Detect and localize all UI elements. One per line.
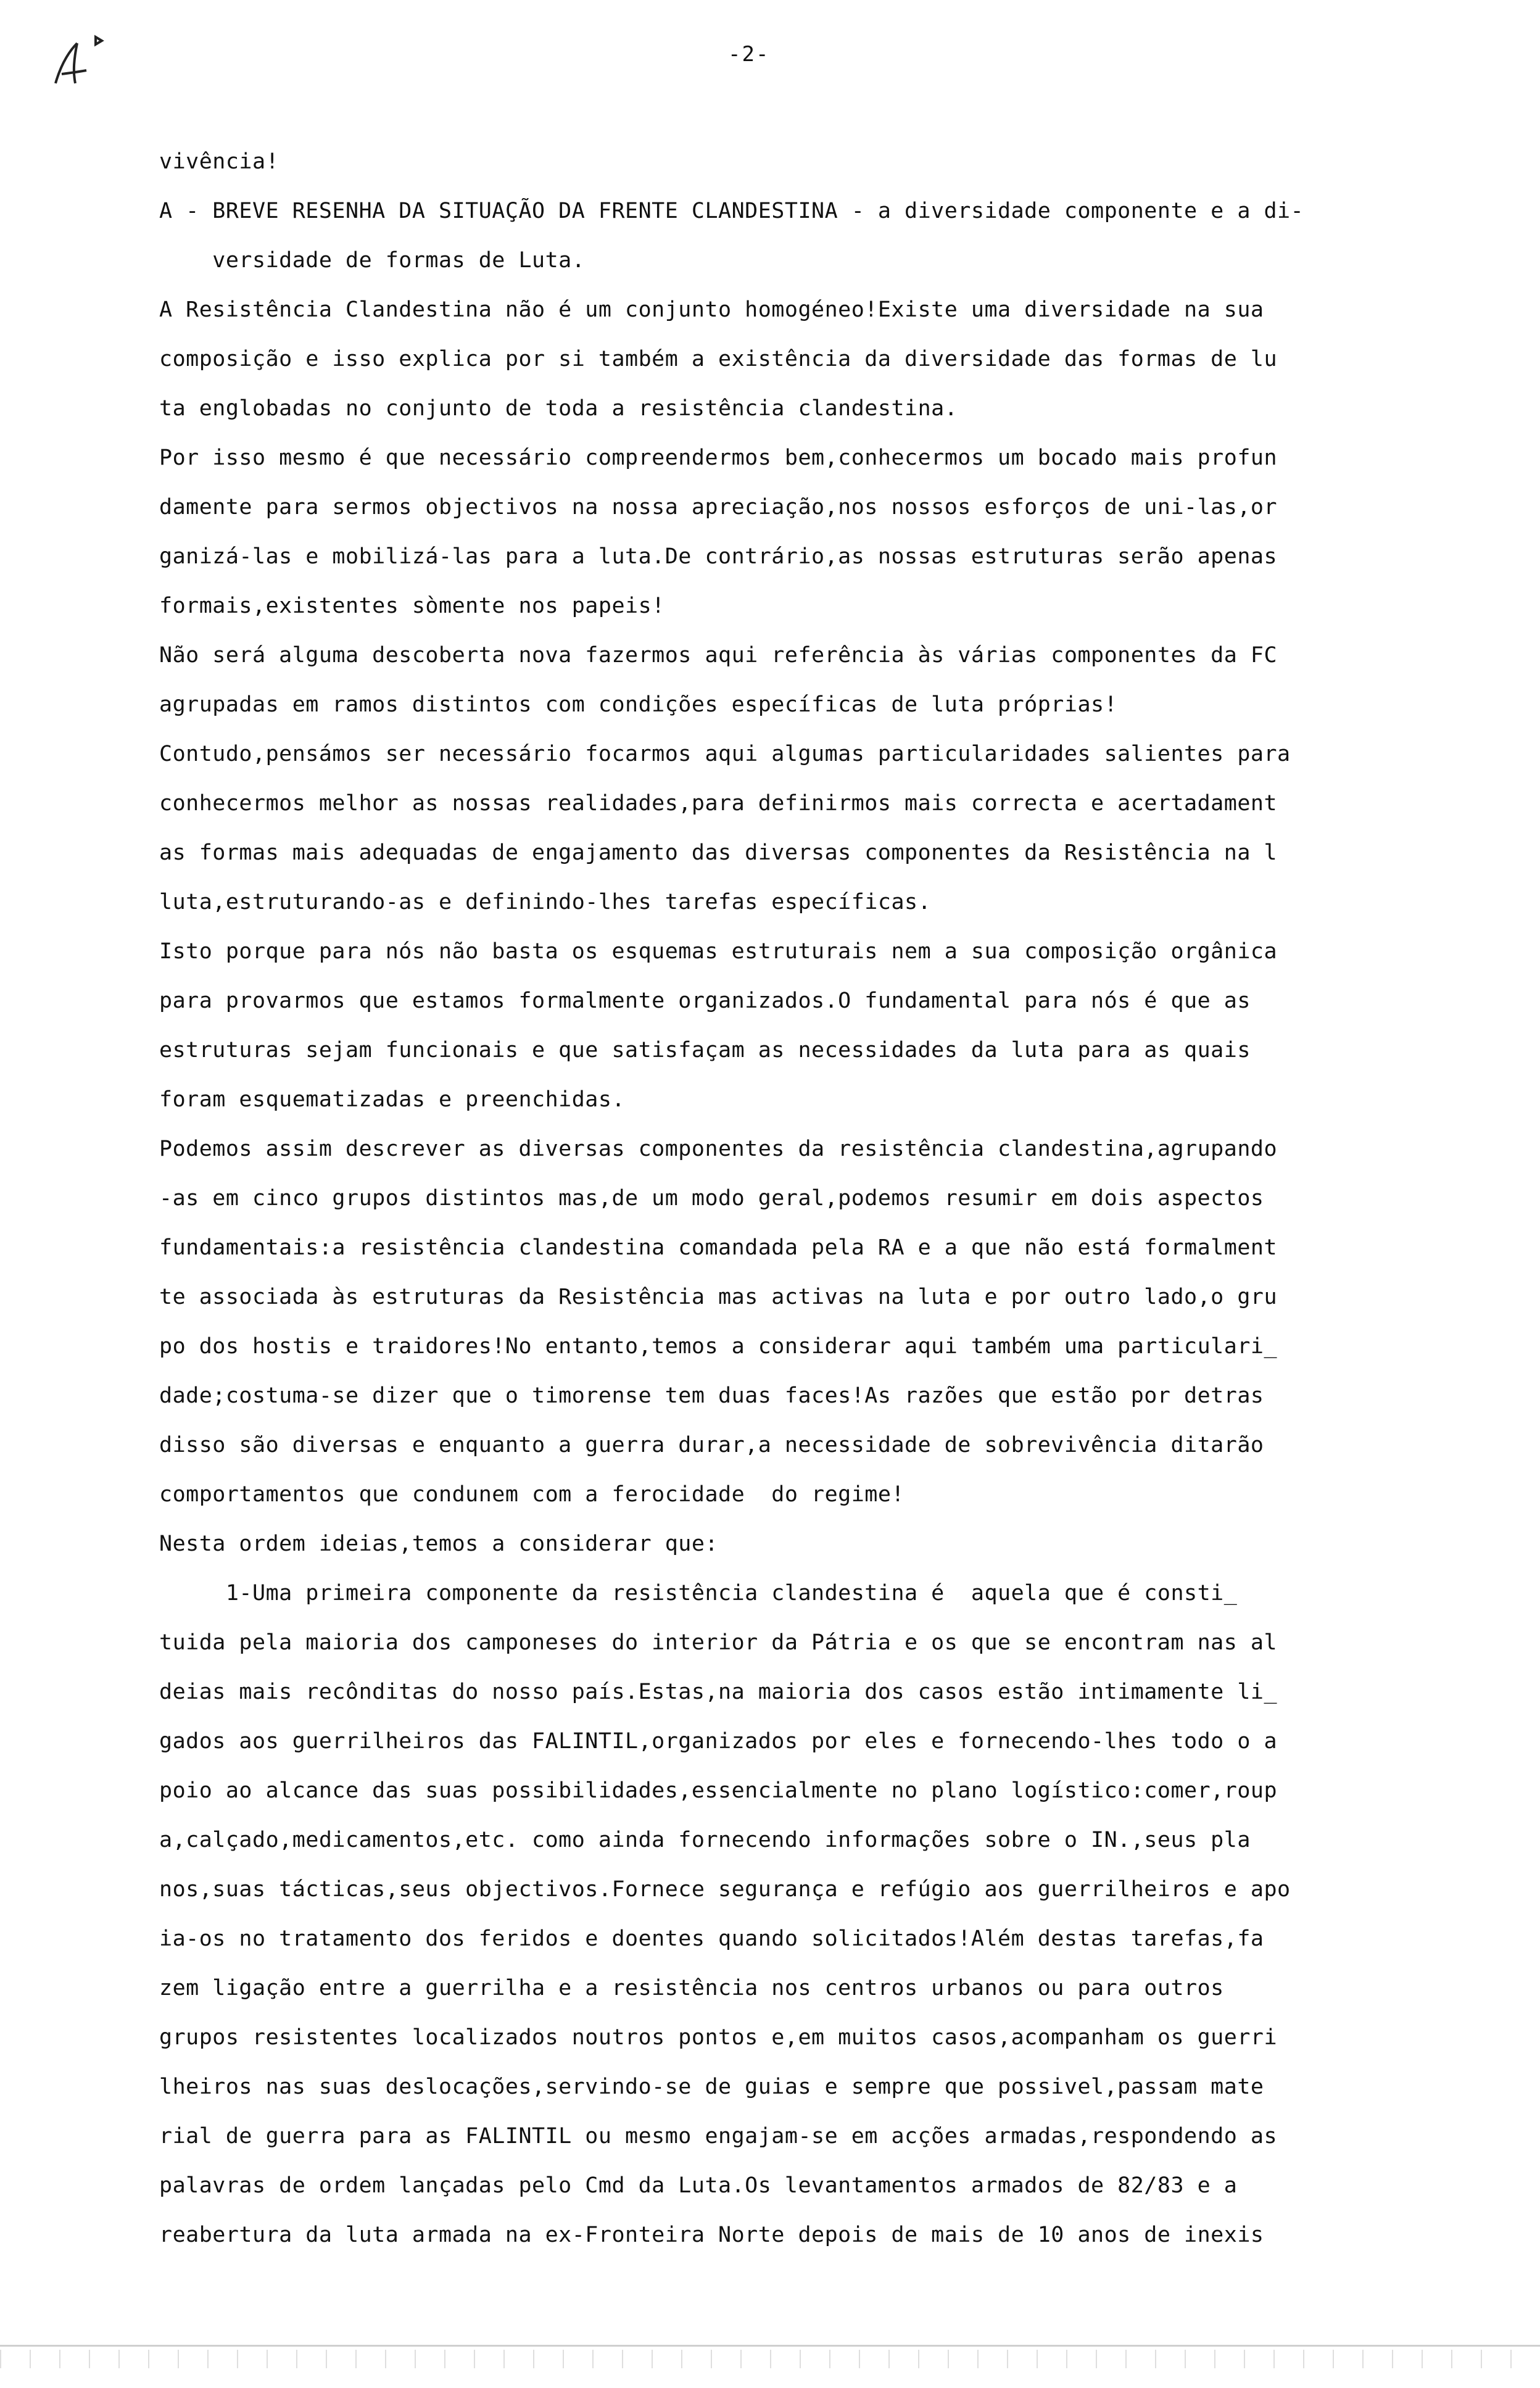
scribble-icon: [43, 25, 117, 99]
text-line: A Resistência Clandestina não é um conjunto homogéneo!Existe uma diversidade na sua: [159, 297, 1264, 322]
text-line: reabertura da luta armada na ex-Fronteira Norte depois de mais de 10 anos de inexis: [159, 2223, 1264, 2247]
body-text: [159, 137, 1441, 2260]
text-line: formais,existentes sòmente nos papeis!: [159, 594, 665, 618]
text-line: lheiros nas suas deslocações,servindo-se de guias e sempre que possivel,passam mate: [159, 2075, 1264, 2099]
text-line: Não será alguma descoberta nova fazermos aqui referência às várias componentes da FC: [159, 643, 1278, 668]
text-line: a,calçado,medicamentos,etc. como ainda fornecendo informações sobre o IN.,seus pla: [159, 1828, 1251, 1852]
text-line: versidade de formas de Luta.: [159, 248, 586, 273]
text-line: fundamentais:a resistência clandestina comandada pela RA e a que não está formalment: [159, 1235, 1278, 1260]
text-line: rial de guerra para as FALINTIL ou mesmo engajam-se em acções armadas,respondendo as: [159, 2124, 1278, 2149]
text-line: Nesta ordem ideias,temos a considerar que:: [159, 1532, 719, 1556]
text-line: composição e isso explica por si também a existência da diversidade das formas de lu: [159, 347, 1278, 371]
text-line: palavras de ordem lançadas pelo Cmd da Luta.Os levantamentos armados de 82/83 e a: [159, 2173, 1238, 2198]
text-line: te associada às estruturas da Resistência mas activas na luta e por outro lado,o gru: [159, 1285, 1278, 1309]
text-line: foram esquematizadas e preenchidas.: [159, 1087, 626, 1112]
handwritten-mark: [43, 25, 117, 99]
text-line: estruturas sejam funcionais e que satisfaçam as necessidades da luta para as quais: [159, 1038, 1251, 1063]
text-line: deias mais recônditas do nosso país.Estas,na maioria dos casos estão intimamente li_: [159, 1680, 1278, 1704]
scan-edge-rule: [0, 2345, 1540, 2347]
text-line: zem ligação entre a guerrilha e a resistência nos centros urbanos ou para outros: [159, 1976, 1224, 2000]
text-line: dade;costuma-se dizer que o timorense tem duas faces!As razões que estão por detras: [159, 1383, 1264, 1408]
text-line: ta englobadas no conjunto de toda a resistência clandestina.: [159, 396, 958, 421]
text-line: vivência!: [159, 149, 279, 174]
text-line: damente para sermos objectivos na nossa apreciação,nos nossos esforços de uni-las,or: [159, 495, 1278, 520]
text-line: -as em cinco grupos distintos mas,de um modo geral,podemos resumir em dois aspectos: [159, 1186, 1264, 1211]
text-line: disso são diversas e enquanto a guerra durar,a necessidade de sobrevivência ditarão: [159, 1433, 1264, 1457]
text-line: poio ao alcance das suas possibilidades,essencialmente no plano logístico:comer,roup: [159, 1778, 1278, 1803]
text-line: Contudo,pensámos ser necessário focarmos aqui algumas particularidades salientes para: [159, 742, 1291, 766]
text-line: para provarmos que estamos formalmente organizados.O fundamental para nós é que as: [159, 989, 1251, 1013]
text-line: agrupadas em ramos distintos com condições específicas de luta próprias!: [159, 692, 1118, 717]
text-line: tuida pela maioria dos camponeses do interior da Pátria e os que se encontram nas al: [159, 1630, 1278, 1655]
scan-edge-ticks: [0, 2350, 1540, 2368]
text-line: luta,estruturando-as e definindo-lhes tarefas específicas.: [159, 890, 932, 914]
page-number: -2-: [728, 42, 770, 67]
text-line: Podemos assim descrever as diversas componentes da resistência clandestina,agrupando: [159, 1137, 1278, 1161]
text-line: nos,suas tácticas,seus objectivos.Fornece segurança e refúgio aos guerrilheiros e apo: [159, 1877, 1291, 1902]
text-line: ia-os no tratamento dos feridos e doentes quando solicitados!Além destas tarefas,fa: [159, 1926, 1264, 1951]
text-line: comportamentos que condunem com a ferocidade do regime!: [159, 1482, 905, 1507]
text-line: A - BREVE RESENHA DA SITUAÇÃO DA FRENTE CLANDESTINA - a diversidade componente e a di-: [159, 199, 1304, 223]
text-line: ganizá-las e mobilizá-las para a luta.De contrário,as nossas estruturas serão apenas: [159, 544, 1278, 569]
text-line: Por isso mesmo é que necessário compreendermos bem,conhecermos um bocado mais profun: [159, 446, 1278, 470]
text-line: 1-Uma primeira componente da resistência clandestina é aquela que é consti_: [159, 1581, 1238, 1606]
text-line: as formas mais adequadas de engajamento das diversas componentes da Resistência na l: [159, 840, 1278, 865]
text-line: po dos hostis e traidores!No entanto,temos a considerar aqui também uma particulari_: [159, 1334, 1278, 1359]
text-line: grupos resistentes localizados noutros pontos e,em muitos casos,acompanham os guerri: [159, 2025, 1278, 2050]
text-line: Isto porque para nós não basta os esquemas estruturais nem a sua composição orgânica: [159, 939, 1278, 964]
text-line: gados aos guerrilheiros das FALINTIL,organizados por eles e fornecendo-lhes todo o a: [159, 1729, 1278, 1754]
text-line: conhecermos melhor as nossas realidades,para definirmos mais correcta e acertadament: [159, 791, 1278, 816]
